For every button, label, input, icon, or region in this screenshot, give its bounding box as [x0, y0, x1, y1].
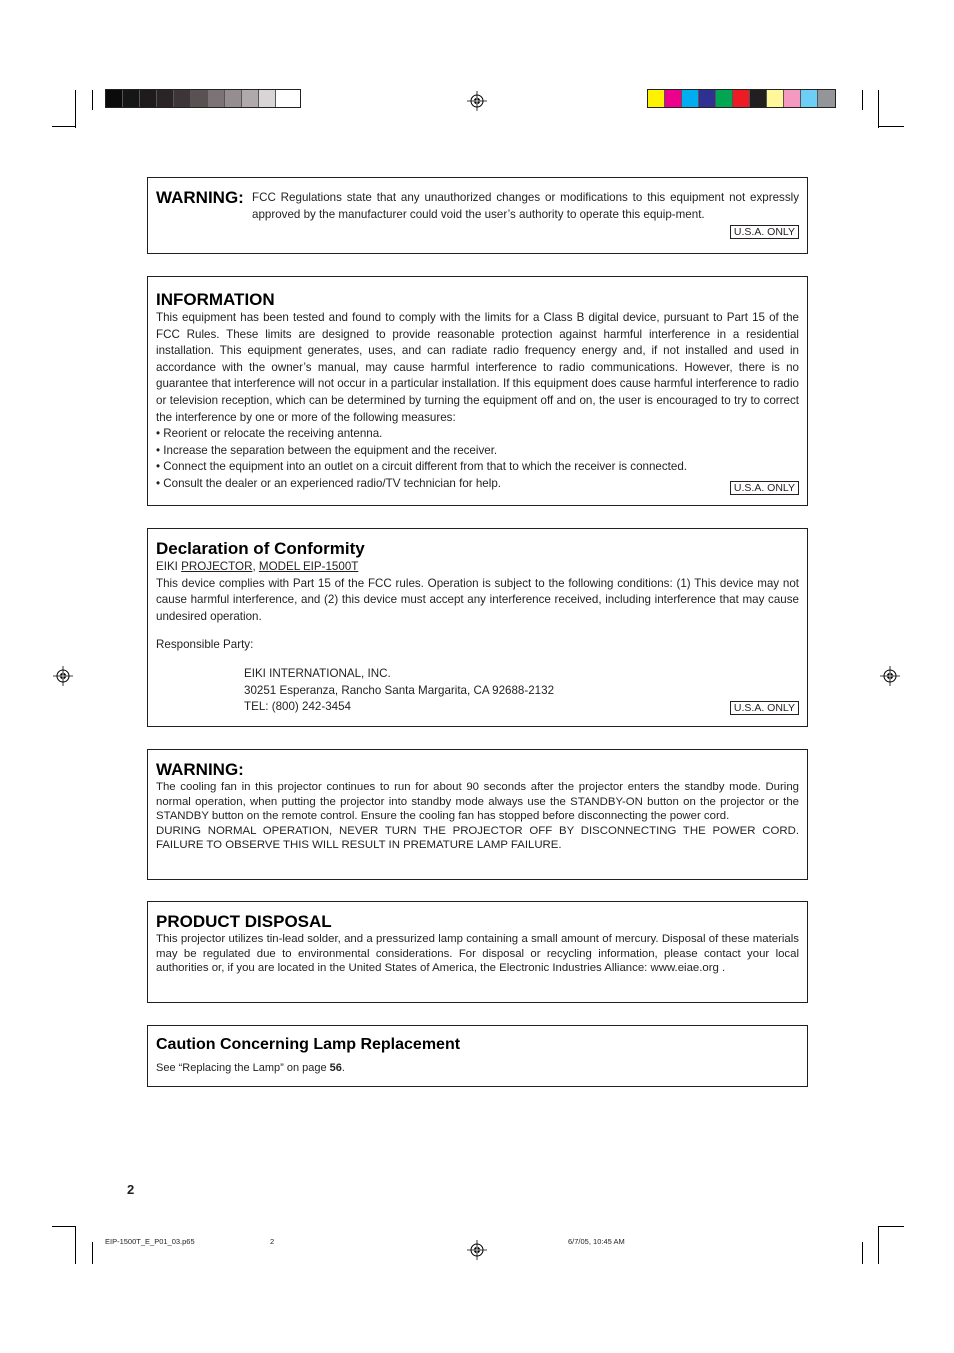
information-bullet: • Increase the separation between the equipment and the receiver.: [156, 443, 498, 457]
gray-swatch: [276, 90, 300, 107]
separator: ,: [252, 560, 256, 573]
crop-mark: [92, 90, 93, 110]
gray-swatch: [123, 90, 140, 107]
page-number: 2: [127, 1182, 135, 1197]
crop-mark: [75, 90, 76, 128]
color-swatch: [767, 90, 784, 107]
product-disposal-box: [147, 901, 808, 1003]
gray-swatch: [208, 90, 225, 107]
gray-swatch: [242, 90, 259, 107]
information-text: This equipment has been tested and found to comply with the limits for a Class B digital device, pursuant to Part 15 of the FCC Rules. These limits are designed to provide reasonable protection against harmful interference in a residential installation. This equipment generates, uses, and can radiate radio frequency energy and, if not installed and used in accordance with the owner’s manual, may cause harmful interference to radio communications. However, there is no guarantee that interference will not occur in a particular installation. If this equipment does cause harmful interference to radio or television reception, which can be determined by turning the equipment off and on, the user is encouraged to try to correct the interference by one or more of the following measures:: [156, 311, 799, 424]
crop-mark: [878, 1226, 904, 1227]
information-heading: INFORMATION: [156, 290, 275, 309]
registration-target-icon: [53, 666, 73, 686]
color-swatch: [750, 90, 767, 107]
color-swatch: [733, 90, 750, 107]
information-bullet: • Connect the equipment into an outlet on a circuit different from that to which the receiver is connected.: [156, 460, 688, 474]
color-swatch: [801, 90, 818, 107]
warning-text: FCC Regulations state that any unauthorized changes or modifications to this equipment not expressly approved by the manufacturer could void the user’s authority to operate this equip-ment.: [252, 191, 799, 221]
cooling-fan-warning-box: [147, 749, 808, 880]
information-box: [147, 276, 808, 506]
warning-text: The cooling fan in this projector continues to run for about 90 seconds after the projector enters the standby mode. During normal operation, when putting the projector into standby mode always use the STANDBY-ON button on the projector or the STANDBY button on the remote control. Ensure the cooling fan has stopped before disconnecting the power cord.: [156, 781, 799, 822]
product-name: PROJECTOR: [181, 560, 253, 573]
declaration-heading: Declaration of Conformity: [156, 539, 365, 558]
registration-target-icon: [880, 666, 900, 686]
caution-text-suffix: .: [341, 1062, 345, 1074]
crop-mark: [75, 1226, 76, 1264]
company-name: EIKI INTERNATIONAL, INC.: [244, 666, 391, 680]
warning-heading: WARNING:: [156, 760, 244, 779]
process-color-bar: [647, 89, 836, 108]
slug-file-name: EIP-1500T_E_P01_03.p65: [105, 1237, 195, 1246]
model-name: MODEL EIP-1500T: [258, 560, 359, 573]
caution-text: [156, 1060, 799, 1077]
gray-swatch: [174, 90, 191, 107]
color-swatch: [784, 90, 801, 107]
responsible-party-label: Responsible Party:: [156, 638, 254, 652]
usa-only-badge: U.S.A. ONLY: [730, 225, 799, 239]
caution-text-prefix: See “Replacing the Lamp” on page: [156, 1062, 330, 1074]
crop-mark: [862, 90, 863, 110]
declaration-text: This device complies with Part 15 of the FCC rules. Operation is subject to the following conditions: (1) This device may not cause harmful interference, and (2) this device must accept any interference received, including interference that may cause undesired operation.: [156, 576, 799, 623]
slug-page: 2: [270, 1237, 275, 1246]
fcc-warning-box: [147, 177, 808, 254]
information-bullet: • Reorient or relocate the receiving antenna.: [156, 427, 383, 441]
color-swatch: [682, 90, 699, 107]
caution-heading: Caution Concerning Lamp Replacement: [156, 1036, 461, 1053]
crop-mark: [52, 1226, 76, 1227]
gray-swatch: [140, 90, 157, 107]
company-address: 30251 Esperanza, Rancho Santa Margarita, CA 92688-2132: [244, 683, 555, 697]
color-swatch: [648, 90, 665, 107]
color-swatch: [699, 90, 716, 107]
gray-swatch: [106, 90, 123, 107]
color-swatch: [818, 90, 835, 107]
lamp-caution-box: [147, 1025, 808, 1087]
crop-mark: [878, 1226, 879, 1264]
gray-swatch: [225, 90, 242, 107]
information-bullet: • Consult the dealer or an experienced radio/TV technician for help.: [156, 476, 501, 490]
crop-mark: [52, 126, 76, 127]
registration-target-icon: [467, 1240, 487, 1260]
crop-mark: [878, 126, 904, 127]
registration-target-icon: [467, 91, 487, 111]
gray-swatch: [259, 90, 276, 107]
page-reference-link[interactable]: 56: [329, 1062, 342, 1074]
disposal-heading: PRODUCT DISPOSAL: [156, 912, 332, 931]
color-swatch: [665, 90, 682, 107]
gray-swatch: [191, 90, 208, 107]
gray-swatch: [157, 90, 174, 107]
grayscale-color-bar: [105, 89, 301, 108]
brand: EIKI: [156, 560, 178, 573]
company-tel: TEL: (800) 242-3454: [244, 700, 351, 714]
crop-mark: [92, 1242, 93, 1264]
warning-caps-text: DURING NORMAL OPERATION, NEVER TURN THE PROJECTOR OFF BY DISCONNECTING THE POWER CORD. FAILURE TO OBSERVE THIS WILL RESULT IN PREMATURE LAMP FAILURE.: [156, 824, 799, 851]
warning-heading: WARNING:: [156, 188, 244, 207]
crop-mark: [862, 1242, 863, 1264]
declaration-box: [147, 528, 808, 727]
crop-mark: [878, 90, 879, 128]
usa-only-badge: U.S.A. ONLY: [730, 481, 799, 495]
usa-only-badge: U.S.A. ONLY: [730, 701, 799, 715]
color-swatch: [716, 90, 733, 107]
disposal-text: This projector utilizes tin-lead solder, and a pressurized lamp containing a small amount of mercury. Disposal of these materials may be regulated due to environmental considerations. For disposal or recycling information, please contact your local authorities or, if you are located in the United States of America, the Electronic Industries Alliance: www.eiae.org .: [156, 933, 799, 974]
product-line: [156, 559, 799, 576]
slug-timestamp: 6/7/05, 10:45 AM: [568, 1237, 625, 1246]
